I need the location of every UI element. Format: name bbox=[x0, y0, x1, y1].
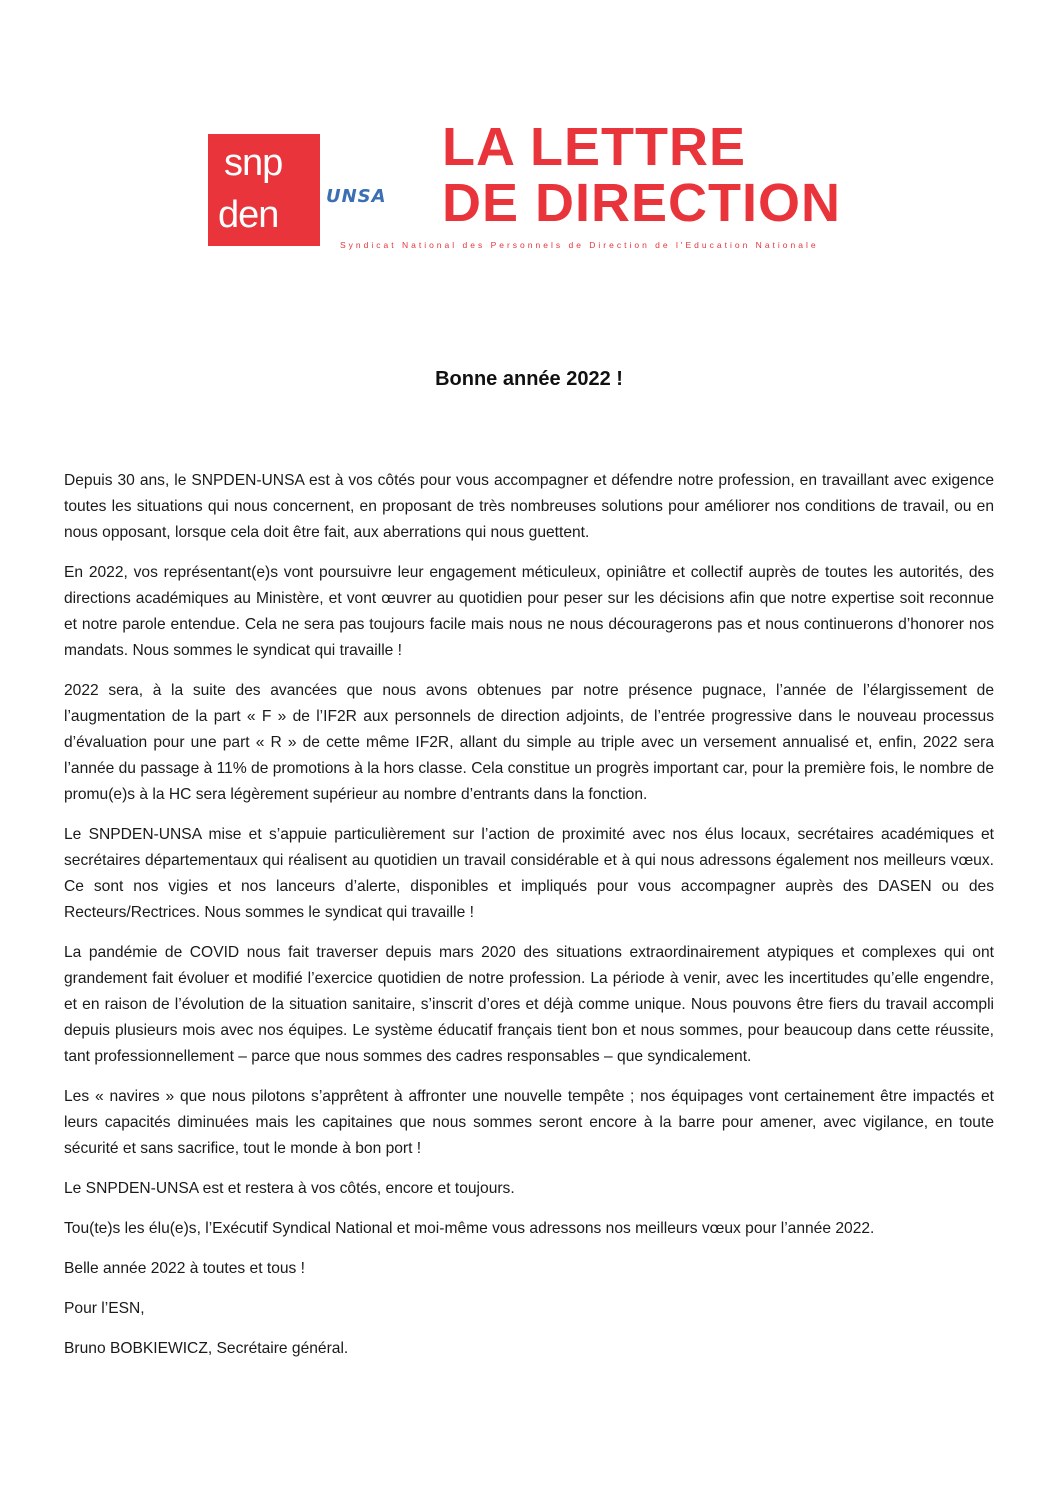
closing-line: Pour l’ESN, bbox=[64, 1300, 145, 1317]
unsa-logo: UNSA bbox=[326, 186, 387, 207]
signature: Bruno BOBKIEWICZ, Secrétaire général. bbox=[64, 1340, 349, 1357]
masthead-subtitle: Syndicat National des Personnels de Direction de l'Education Nationale bbox=[340, 240, 819, 250]
paragraph: Le SNPDEN-UNSA mise et s’appuie particulièrement sur l’action de proximité avec nos élus locaux, secrétaires académiques et secrétaires départementaux qui réalisent au quotidien un travail considérable et à qui nous adressons également nos meilleurs vœux. Ce sont nos vigies et nos lanceurs d’alerte, disponibles et impliqués pour vous accompagner auprès des DASEN ou des Recteurs/Rectrices. Nous sommes le syndicat qui travaille ! bbox=[64, 826, 994, 921]
paragraph: En 2022, vos représentant(e)s vont poursuivre leur engagement méticuleux, opiniâtre et collectif auprès de toutes les autorités, des directions académiques au Ministère, et vont œuvrer au quotidien pour peser sur les décisions afin que notre expertise soit reconnue et notre parole entendue. Cela ne sera pas toujours facile mais nous ne nous découragerons pas et nous continuerons d’honorer nos mandats. Nous sommes le syndicat qui travaille ! bbox=[64, 564, 994, 659]
letterhead bbox=[208, 108, 848, 258]
document-title: Bonne année 2022 ! bbox=[435, 368, 623, 390]
masthead-title-line-2: DE DIRECTION bbox=[442, 173, 842, 233]
letter-body bbox=[64, 468, 994, 1376]
logo-word-snp: snp bbox=[224, 142, 283, 184]
paragraph: Tou(te)s les élu(e)s, l’Exécutif Syndical National et moi-même vous adressons nos meilleurs vœux pour l’année 2022. bbox=[64, 1220, 875, 1237]
logo-word-den: den bbox=[218, 194, 279, 236]
masthead-title-line-1: LA LETTRE bbox=[442, 117, 746, 177]
paragraph: 2022 sera, à la suite des avancées que nous avons obtenues par notre présence pugnace, l’année de l’élargissement de l’augmentation de la part « F » de l’IF2R aux personnels de direction adjoints, de l’entrée progressive dans le nouveau processus d’évaluation pour une part « R » de cette même IF2R, allant du simple au triple avec un versement annualisé et, enfin, 2022 sera l’année du passage à 11% de promotions à la hors classe. Cela constitue un progrès important car, pour la première fois, le nombre de promu(e)s à la HC sera légèrement supérieur au nombre d’entrants dans la fonction. bbox=[64, 682, 994, 803]
paragraph: Depuis 30 ans, le SNPDEN-UNSA est à vos côtés pour vous accompagner et défendre notre profession, en travaillant avec exigence toutes les situations qui nous concernent, en proposant de très nombreuses solutions pour améliorer nos conditions de travail, ou en nous opposant, lorsque cela doit être fait, aux aberrations qui nous guettent. bbox=[64, 472, 994, 541]
paragraph: La pandémie de COVID nous fait traverser depuis mars 2020 des situations extraordinairement atypiques et complexes qui ont grandement fait évoluer et modifié l’exercice quotidien de notre profession. La période à venir, avec les incertitudes qu’elle engendre, et en raison de l’évolution de la situation sanitaire, s’inscrit d’ores et déjà comme unique. Nous pouvons être fiers du travail accompli depuis plusieurs mois avec nos équipes. Le système éducatif français tient bon et nous sommes, pour beaucoup dans cette réussite, tant professionnellement – parce que nous sommes des cadres responsables – que syndicalement. bbox=[64, 944, 994, 1065]
paragraph: Belle année 2022 à toutes et tous ! bbox=[64, 1260, 306, 1277]
paragraph: Le SNPDEN-UNSA est et restera à vos côtés, encore et toujours. bbox=[64, 1180, 515, 1197]
paragraph: Les « navires » que nous pilotons s’apprêtent à affronter une nouvelle tempête ; nos équipages vont certainement être impactés et leurs capacités diminuées mais les capitaines que nous sommes seront encore à la barre pour amener, avec vigilance, en toute sécurité et sans sacrifice, tout le monde à bon port ! bbox=[64, 1088, 994, 1157]
